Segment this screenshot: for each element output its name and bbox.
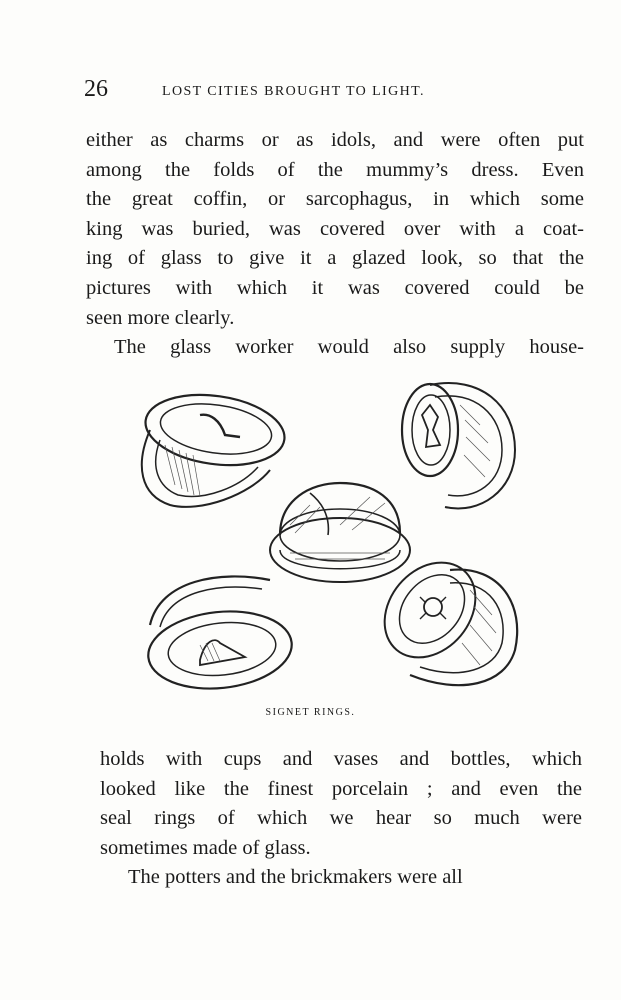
paragraph-start-line: The potters and the brickmakers were all	[128, 866, 463, 889]
page-header	[84, 72, 584, 112]
text-line: seal rings of which we hear so much were	[100, 807, 582, 830]
text-line: seen more clearly.	[86, 306, 235, 329]
text-line: the great coffin, or sarcophagus, in which some	[86, 188, 584, 211]
text-line: sometimes made of glass.	[100, 836, 311, 859]
paragraph-start-line: The glass worker would also supply house-	[114, 336, 584, 359]
text-line: king was buried, was covered over with a coat-	[86, 217, 584, 240]
ring-bottom-right	[366, 544, 517, 685]
ring-center-scarab	[270, 483, 410, 582]
ring-top-right	[402, 383, 515, 508]
signet-rings-illustration	[130, 375, 530, 705]
ring-top-left	[141, 387, 289, 507]
ring-bottom-left	[144, 576, 295, 695]
text-line: looked like the finest porcelain ; and even the	[100, 777, 582, 800]
body-text-top	[86, 126, 584, 363]
text-line: among the folds of the mummy’s dress. Even	[86, 158, 584, 181]
text-line: ing of glass to give it a glazed look, so that the	[86, 247, 584, 270]
running-title: LOST CITIES BROUGHT TO LIGHT.	[162, 84, 425, 99]
text-line: holds with cups and vases and bottles, which	[100, 748, 582, 770]
figure-caption: SIGNET RINGS.	[265, 707, 356, 718]
text-line: pictures with which it was covered could be	[86, 276, 584, 299]
page-number: 26	[84, 76, 108, 102]
rings-engraving	[130, 375, 530, 705]
text-line: either as charms or as idols, and were often put	[86, 129, 584, 151]
body-text-bottom	[100, 745, 582, 893]
